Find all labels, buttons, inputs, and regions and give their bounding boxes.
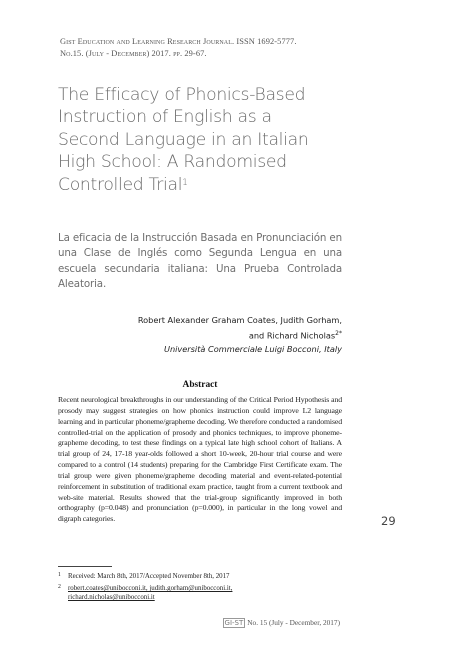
email-links-line-2[interactable]: richard.nicholas@unibocconi.it (68, 594, 155, 602)
journal-citation-line-2: No.15. (July - December) 2017. pp. 29-67. (60, 49, 207, 58)
footnote-divider (58, 566, 112, 567)
author-block (138, 314, 342, 356)
author-names-line-2 (138, 327, 342, 343)
page-footer (223, 618, 340, 628)
spanish-title: La eficacia de la Instrucción Basada en Pronunciación en una Clase de Inglés como Segunda Lengua en una escuela secundaria italiana: Una Prueba Controlada Aleatoria. (58, 232, 342, 290)
footnote-1-mark: 1 (58, 572, 61, 578)
email-links-line-1[interactable]: robert.coates@unibocconi.it, judith.gorham@unibocconi.it, (68, 585, 233, 593)
title-line-5-text: Controlled Trial (58, 174, 183, 195)
footnote-1-body (68, 572, 230, 581)
author-affiliation: Università Commerciale Luigi Bocconi, Italy (163, 344, 342, 355)
title-line-3: Second Language in an Italian (58, 129, 309, 150)
journal-header (60, 36, 360, 60)
paper-title (58, 84, 358, 196)
page-number: 29 (381, 514, 396, 528)
footnote-2-mark: 2 (58, 584, 61, 591)
footnote-2 (58, 584, 342, 602)
title-line-5 (58, 174, 358, 196)
footnotes (58, 572, 342, 606)
footer-issue-text: No. 15 (July - December, 2017) (247, 618, 340, 627)
author-names-line-1: Robert Alexander Graham Coates, Judith Gorham, (137, 315, 342, 325)
author-names-line-2-text: and Richard Nicholas (248, 330, 336, 341)
footnote-1-text: Received: March 8th, 2017/Accepted November 8th, 2017 (68, 573, 230, 580)
title-line-2: Instruction of English as a (58, 107, 272, 128)
title-line-4: High School: A Randomised (58, 152, 287, 173)
abstract-heading: Abstract (182, 380, 218, 390)
title-footnote-mark[interactable]: 1 (182, 177, 188, 188)
title-line-1: The Efficacy of Phonics-Based (58, 85, 306, 105)
footnote-1 (58, 572, 342, 581)
footnote-2-body (68, 584, 232, 602)
journal-citation-line-1: Gist Education and Learning Research Journal. ISSN 1692-5777. (60, 37, 297, 46)
abstract-body: Recent neurological breakthroughs in our understanding of the Critical Period Hypothesis and prosody may suggest strategies on how phonics instruction could improve L2 language learning and in particular phoneme/grapheme decoding. We therefore conducted a randomised controlled-trial on the application of prosody and phonics techniques, to improve phoneme-grapheme decoding, to test these findings on a typical late high school cohort of Italians. A trial group of 24, 17-18 year-olds followed a short 10-week, 20-hour trial course and were compared to a control (14 students) preparing for the Cambridge First Certificate exam. The trial group were given phoneme/grapheme decoding material and event-related-potential reinforcement in substitution of traditional exam practice, taught from a current textbook and web-site material. Results showed that the trial-group significantly improved in both orthography (p=0.048) and pronunciation (p=0.000), in particular in the long vowel and digraph categories. (58, 395, 342, 524)
author-footnote-mark[interactable]: 2* (335, 330, 342, 338)
gist-logo-icon: GI-ST (224, 619, 244, 627)
